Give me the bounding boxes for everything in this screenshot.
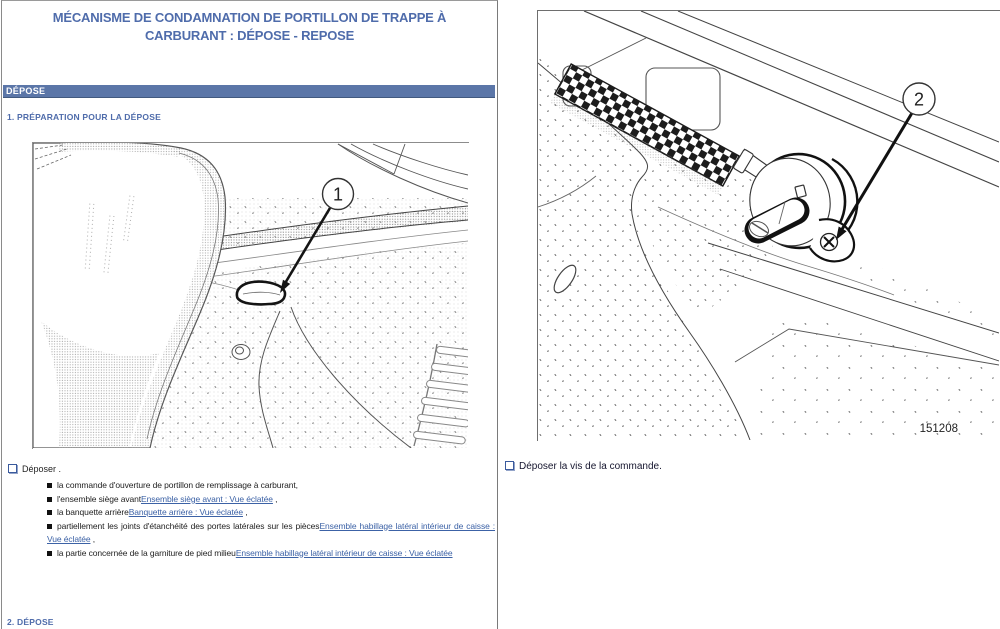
prep-item-text: , (272, 493, 278, 504)
square-bullet-icon (47, 497, 52, 502)
callout-1-number: 1 (332, 184, 344, 205)
prep-item (47, 506, 495, 520)
section-bar-depose (3, 85, 495, 98)
square-bullet-icon (47, 483, 52, 488)
instruction-text: Déposer la vis de la commande. (519, 461, 662, 472)
figure1-drawing (33, 143, 468, 448)
figure-lock-mechanism (537, 10, 1000, 441)
prep-item (47, 493, 495, 507)
open-square-bullet-icon (505, 461, 514, 470)
page-title-line1: MÉCANISME DE CONDAMNATION DE PORTILLON DE TRAPPE À (52, 10, 447, 25)
prep-item (47, 547, 495, 561)
page-title (12, 9, 487, 45)
prep-list (8, 463, 495, 560)
prep-intro-text: Déposer . (22, 464, 62, 474)
exploded-view-link[interactable]: Ensemble siège avant : Vue éclatée (141, 493, 273, 504)
step2-heading: 2. DÉPOSE (7, 617, 54, 627)
instruction-line (505, 460, 662, 473)
square-bullet-icon (47, 510, 52, 515)
exploded-view-link[interactable]: Ensemble habillage latéral intérieur de caisse : Vue éclatée (47, 520, 496, 544)
figure-number: 151208 (919, 423, 958, 435)
fuel-flap-release-lever (237, 282, 285, 305)
left-page (1, 0, 498, 629)
prep-item-text: partiellement les joints d'étanchéité des portes latérales sur les pièces (57, 520, 320, 531)
square-bullet-icon (47, 551, 52, 556)
floor-grommet (232, 345, 250, 360)
page-title-line2: CARBURANT : DÉPOSE - REPOSE (144, 28, 355, 43)
actuator-notch (795, 185, 806, 198)
figure-fuel-flap-lever (32, 142, 469, 449)
prep-item-text: , (90, 534, 96, 544)
door-frame-lines (338, 144, 468, 203)
prep-item (47, 479, 495, 493)
prep-item-text: la commande d'ouverture de portillon de remplissage à carburant, (57, 480, 298, 490)
prep-item-text: la partie concernée de la garniture de pied milieu (57, 547, 236, 558)
prep-item-text: l'ensemble siège avant (57, 493, 142, 504)
exploded-view-link[interactable]: Ensemble habillage latéral intérieur de caisse : Vue éclatée (235, 547, 453, 558)
open-square-bullet-icon (8, 464, 17, 473)
exploded-view-link[interactable]: Banquette arrière : Vue éclatée (128, 507, 243, 517)
prep-items (47, 479, 495, 560)
right-page (499, 0, 1000, 629)
figure2-drawing (538, 11, 999, 440)
prep-item-text: , (242, 507, 248, 517)
prep-intro (8, 463, 495, 475)
section-bar-label: DÉPOSE (6, 86, 46, 96)
callout-2 (836, 83, 935, 240)
square-bullet-icon (47, 524, 52, 529)
callout-2-number: 2 (913, 89, 925, 110)
prep-item (47, 520, 495, 547)
step1-heading: 1. PRÉPARATION POUR LA DÉPOSE (7, 112, 161, 122)
prep-item-text: la banquette arrière (57, 507, 129, 517)
